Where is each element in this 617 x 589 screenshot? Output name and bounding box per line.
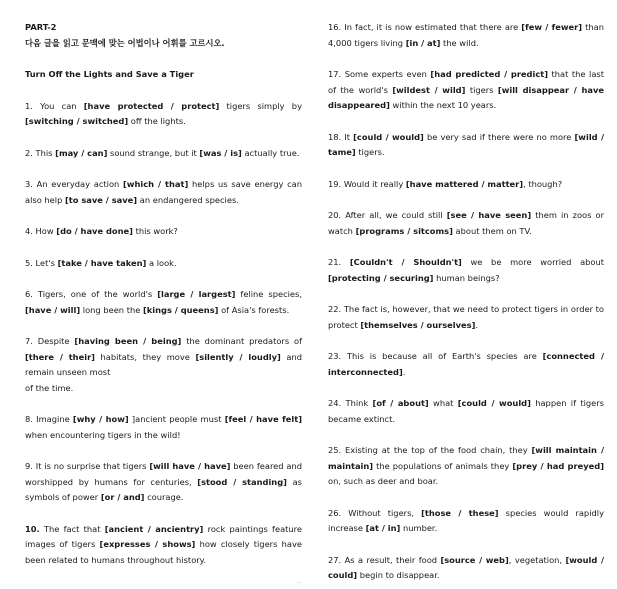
answer-choice: [could / would] [457,398,531,408]
question-item [328,302,604,333]
answer-choice: [programs / sitcoms] [355,225,453,236]
answer-choice: [stood / standing] [197,476,287,487]
answer-choice: [see / have seen] [446,210,532,220]
question-text: 26. Without tigers, [328,507,422,518]
answer-choice: [have / will] [25,304,81,315]
answer-choice: [having been / being] [74,336,182,346]
question-text: about them on TV. [452,225,532,236]
answer-choice: [at / in] [365,523,401,533]
answer-choice: [wildest / wild] [392,84,466,95]
question-text: how closely tigers have been related to humans throughout history. [25,539,302,565]
question-text: feline species, [235,289,303,299]
question-text: tigers [465,84,498,95]
answer-choice: [had predicted / predict] [430,69,548,79]
question-item [328,506,604,537]
answer-choice: [Couldn't / Shouldn't] [349,257,462,267]
question-text: of Asia's forests. [218,304,290,315]
question-text: 25. Existing at the top of the food chain, they [328,445,532,455]
question-text: the dominant predators of [181,336,302,346]
question-item [328,553,604,584]
question-text: on, such as deer and boar. [328,476,439,486]
answer-choice: [those / these] [421,507,499,518]
question-item [328,396,604,427]
question-text: 9. It is no surprise that tigers [25,461,150,471]
question-text: , vegetation, [508,554,566,565]
question-text: as symbols of power [25,476,302,502]
question-text: human beings? [433,272,500,283]
question-item [328,349,604,380]
answer-choice: [of / about] [372,398,429,408]
answer-choice: [expresses / shows] [99,539,196,549]
question-text: rock paintings feature images of tigers [25,523,302,549]
question-text: that the last of the world's [328,69,604,95]
question-item [25,287,302,318]
question-text: 27. As a result, their food [328,554,441,565]
question-item [328,177,604,193]
answer-choice: [there / their] [25,351,95,362]
instruction: 다음 글을 읽고 문맥에 맞는 어법이나 어휘를 고르시오. [25,37,225,48]
question-text: within the next 10 years. [389,100,497,110]
question-text: the populations of animals they [373,460,513,471]
question-item [328,20,604,51]
question-text: 16. In fact, it is now estimated that there are [328,22,522,32]
question-text: number. [400,523,438,533]
question-text: species would rapidly increase [328,507,604,533]
answer-choice: [large / largest] [157,289,236,299]
answer-choice: [feel / have felt] [224,414,302,424]
answer-choice: [which / that] [123,179,189,189]
question-text: 23. This is because all of Earth's species are [328,351,543,361]
question-text: this work? [132,226,178,236]
question-item [328,130,604,161]
question-text: and remain unseen most [25,351,303,377]
answer-choice: [could / would] [353,131,424,142]
question-text: actually true. [241,147,300,158]
answer-choice: [few / fewer] [521,22,583,32]
question-text: 24. Think [328,398,373,408]
answer-choice: [or / and] [100,492,145,502]
answer-choice: [will maintain / maintain] [328,445,604,471]
answer-choice: [ancient / ancientry] [104,523,204,534]
question-item [25,256,302,272]
answer-choice: [protecting / securing] [328,272,434,283]
question-text: 4. How [25,226,57,236]
left-question-list [25,99,302,569]
question-text: 1. You can [25,100,84,111]
answer-choice: [silently / loudly] [195,351,281,362]
question-text: , though? [523,178,563,189]
question-text: than 4,000 tigers living [328,22,604,48]
question-item [25,99,302,130]
question-text: 18. It [328,131,354,142]
question-text: 17. Some experts even [328,69,431,79]
question-item [328,443,604,490]
question-text: begin to disappear. [357,570,440,580]
question-text: 21. [328,257,350,267]
question-text: when encountering tigers in the wild! [25,429,181,440]
question-text: habitats, they move [94,351,196,362]
question-text: tigers simply by [219,100,302,111]
question-item [25,459,302,506]
answer-choice: [wild / tame] [328,131,604,157]
question-item [25,412,302,443]
question-text: what [428,398,458,408]
question-text: an endangered species. [137,194,239,205]
question-item [25,146,302,162]
question-text: 3. An everyday action [25,179,124,189]
question-item [25,224,302,240]
answer-choice: [kings / queens] [142,304,219,315]
answer-choice: [to save / save] [65,194,138,205]
question-text: . [402,366,406,377]
question-text: be very sad if there were no more [423,131,575,142]
question-text: helps us save energy can also help [25,179,303,205]
answer-choice: [why / how] [72,414,129,424]
question-text: we be more worried about [461,257,605,267]
question-text: sound strange, but it [107,147,200,158]
question-text: been feared and worshipped by humans for centuries, [25,461,302,487]
left-column [25,20,302,568]
question-text: . [475,319,479,330]
question-text: courage. [144,492,184,502]
question-text: 6. Tigers, one of the world's [25,289,158,299]
question-text: of the time. [25,382,74,393]
answer-choice: [source / web] [440,554,509,565]
part-label: PART-2 [25,22,57,32]
answer-choice: [will have / have] [149,461,231,471]
question-item [328,208,604,239]
question-text: happen if tigers became extinct. [328,398,604,424]
answer-choice: [prey / had preyed] [512,460,604,471]
question-item [25,522,302,569]
question-item [25,177,302,208]
question-text: them in zoos or watch [328,210,604,236]
question-text: 5. Let's [25,257,58,268]
question-text: 8. Imagine [25,414,73,424]
answer-choice: [in / at] [405,37,441,48]
passage-title: Turn Off the Lights and Save a Tiger [25,69,194,79]
answer-choice: [connected / interconnected] [328,351,604,377]
question-text: 7. Despite [25,336,75,346]
answer-choice: [would / could] [328,554,604,580]
question-text: the wild. [440,37,479,48]
right-question-list [328,20,604,584]
question-item [328,67,604,114]
question-item [25,334,302,396]
question-text: off the lights. [128,116,186,126]
question-text: 22. The fact is, however, that we need to protect tigers in order to protect [328,304,604,330]
question-text: tigers. [355,147,385,157]
answer-choice: 10. [25,523,40,534]
answer-choice: [take / have taken] [57,257,147,268]
right-column [328,20,604,584]
answer-choice: [themselves / ourselves] [360,319,476,330]
answer-choice: [have protected / protect] [83,100,220,111]
question-text: 2. This [25,147,56,158]
answer-choice: [may / can] [55,147,108,158]
question-text: long been the [80,304,143,315]
question-item [328,255,604,286]
question-text: ]ancient people must [128,414,225,424]
answer-choice: [switching / switched] [25,116,129,126]
question-text: 20. After all, we could still [328,210,447,220]
answer-choice: [will disappear / have disappeared] [328,84,604,110]
answer-choice: [was / is] [199,147,242,158]
question-text: 19. Would it really [328,178,406,189]
answer-choice: [do / have done] [56,226,133,236]
question-text: The fact that [39,523,105,534]
answer-choice: [have mattered / matter] [405,178,524,189]
question-text: a look. [146,257,177,268]
page-mark: ˙˙ [296,582,302,589]
